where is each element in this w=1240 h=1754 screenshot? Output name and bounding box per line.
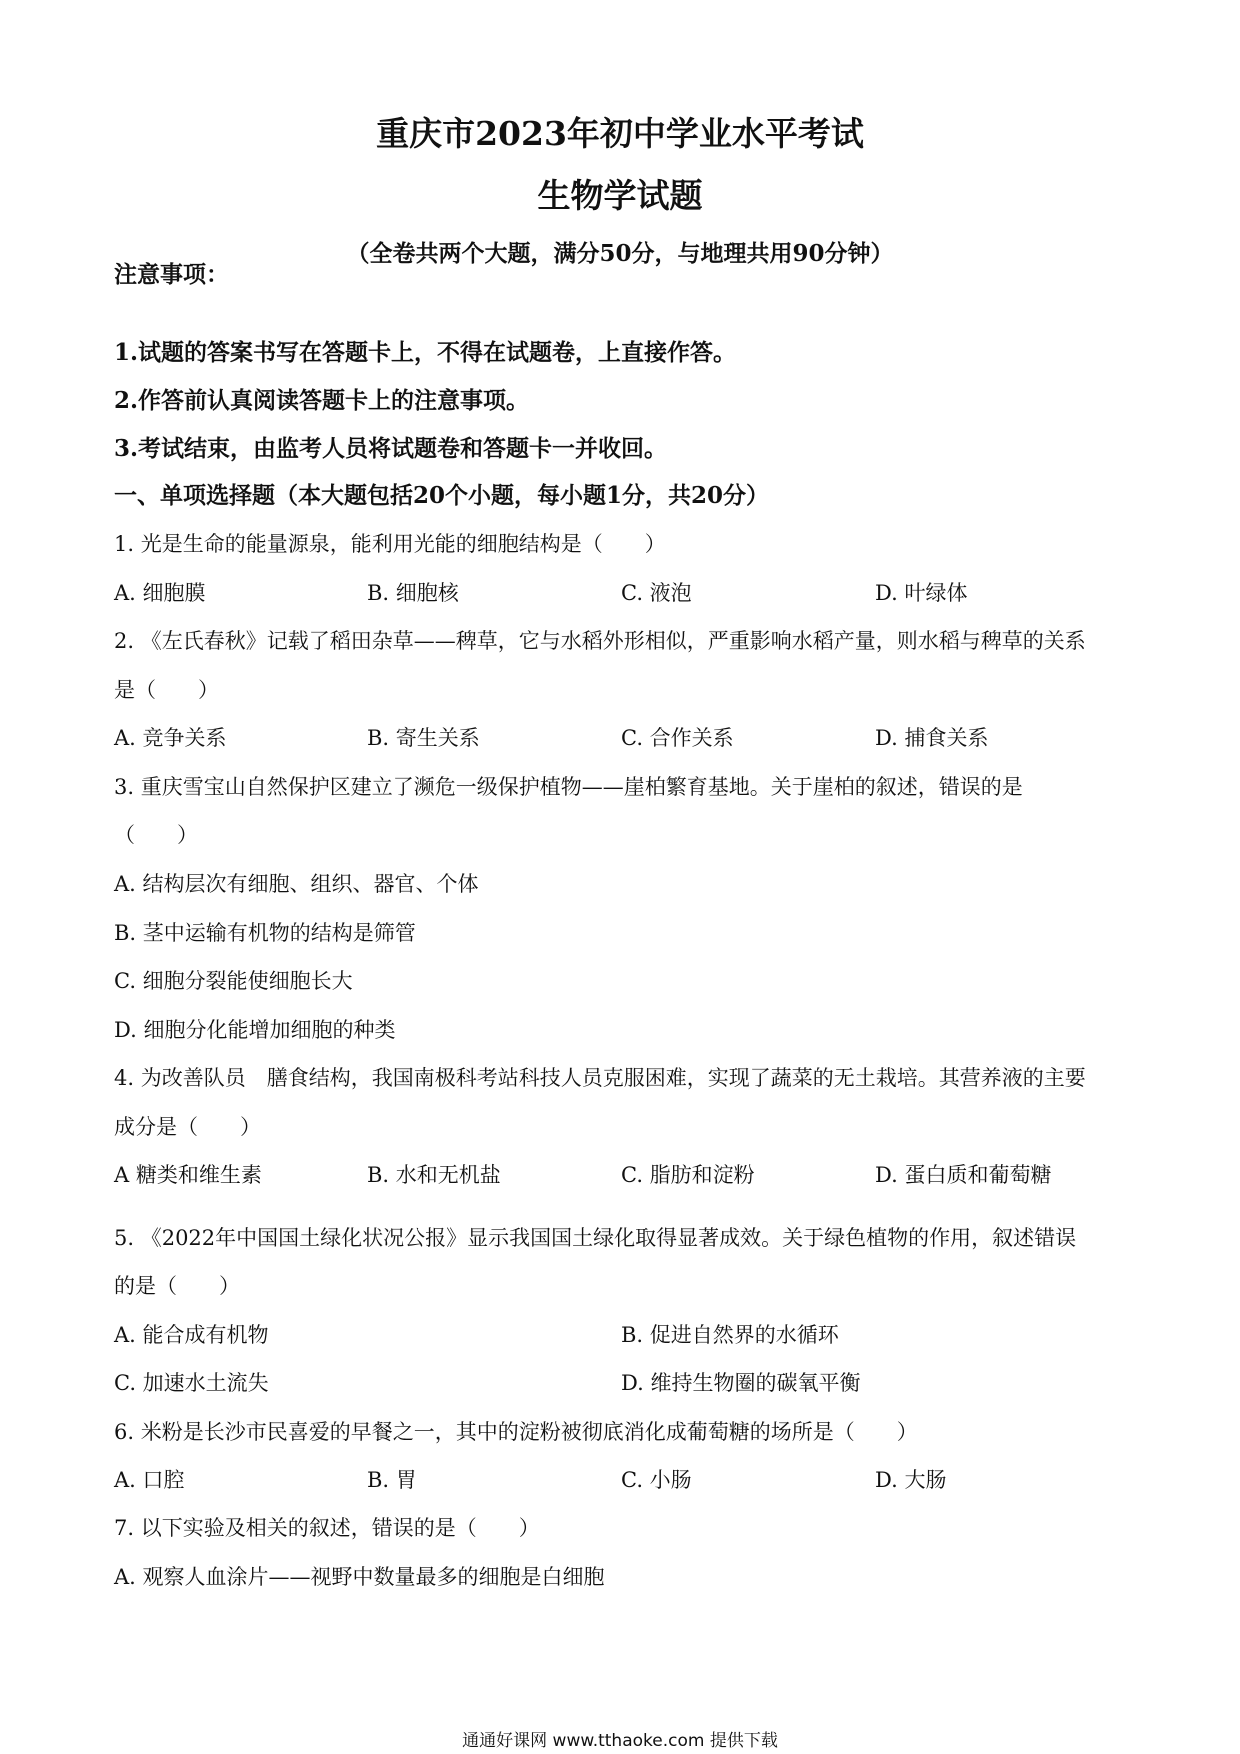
option: C. 合作关系 [621, 726, 734, 750]
option: A. 结构层次有细胞、组织、器官、个体 [114, 872, 479, 896]
exam-info: （全卷共两个大题，满分50分，与地理共用90分钟） [346, 240, 894, 267]
option: B. 促进自然界的水循环 [621, 1323, 839, 1347]
option: C. 细胞分裂能使细胞长大 [114, 969, 353, 993]
option: D. 蛋白质和葡萄糖 [875, 1163, 1052, 1187]
option: A. 口腔 [114, 1468, 185, 1492]
option: B. 寄生关系 [367, 726, 480, 750]
option: B. 茎中运输有机物的结构是筛管 [114, 921, 416, 945]
question-stem-cont: 是（ ） [114, 678, 219, 702]
option: D. 大肠 [875, 1468, 947, 1492]
notice-item: 1.试题的答案书写在答题卡上，不得在试题卷，上直接作答。 [114, 339, 737, 366]
option: B. 胃 [367, 1468, 417, 1492]
question-stem: 3. 重庆雪宝山自然保护区建立了濒危一级保护植物——崖柏繁育基地。关于崖柏的叙述，错误的是 [114, 775, 1023, 799]
option: A. 能合成有机物 [114, 1323, 269, 1347]
option: A 糖类和维生素 [114, 1163, 262, 1187]
question-stem: 2. 《左氏春秋》记载了稻田杂草——稗草，它与水稻外形相似，严重影响水稻产量，则水稻与稗草的关系 [114, 629, 1086, 653]
notice-item: 2.作答前认真阅读答题卡上的注意事项。 [114, 387, 530, 414]
option: D. 维持生物圈的碳氧平衡 [621, 1371, 861, 1395]
question-stem-cont: 成分是（ ） [114, 1115, 261, 1139]
question-stem-cont: （ ） [114, 823, 198, 847]
section-heading: 一、单项选择题（本大题包括20个小题，每小题1分，共20分） [114, 482, 770, 509]
option: A. 细胞膜 [114, 581, 206, 605]
option: D. 叶绿体 [875, 581, 968, 605]
exam-title: 重庆市2023年初中学业水平考试 [376, 114, 864, 153]
question-stem: 1. 光是生命的能量源泉，能利用光能的细胞结构是（ ） [114, 532, 666, 556]
option: B. 水和无机盐 [367, 1163, 501, 1187]
option: C. 脂肪和淀粉 [621, 1163, 755, 1187]
notice-item: 3.考试结束，由监考人员将试题卷和答题卡一并收回。 [114, 435, 668, 462]
question-stem: 6. 米粉是长沙市民喜爱的早餐之一，其中的淀粉被彻底消化成葡萄糖的场所是（ ） [114, 1420, 918, 1444]
option: C. 液泡 [621, 581, 692, 605]
question-stem: 7. 以下实验及相关的叙述，错误的是（ ） [114, 1516, 540, 1540]
exam-subtitle: 生物学试题 [537, 176, 703, 215]
option: A. 竞争关系 [114, 726, 227, 750]
option: D. 捕食关系 [875, 726, 989, 750]
notice-heading: 注意事项： [114, 261, 229, 288]
question-stem-cont: 的是（ ） [114, 1274, 240, 1298]
question-stem: 5. 《2022年中国国土绿化状况公报》显示我国国土绿化取得显著成效。关于绿色植物的作用，叙述错误 [114, 1226, 1077, 1250]
option: B. 细胞核 [367, 581, 459, 605]
footer-source: 通通好课网 www.tthaoke.com 提供下载 [462, 1731, 778, 1751]
question-stem: 4. 为改善队员 膳食结构，我国南极科考站科技人员克服困难，实现了蔬菜的无土栽培。其营养液的主要 [114, 1066, 1086, 1090]
option: D. 细胞分化能增加细胞的种类 [114, 1018, 396, 1042]
option: C. 小肠 [621, 1468, 692, 1492]
option: C. 加速水土流失 [114, 1371, 269, 1395]
option: A. 观察人血涂片——视野中数量最多的细胞是白细胞 [114, 1565, 605, 1589]
